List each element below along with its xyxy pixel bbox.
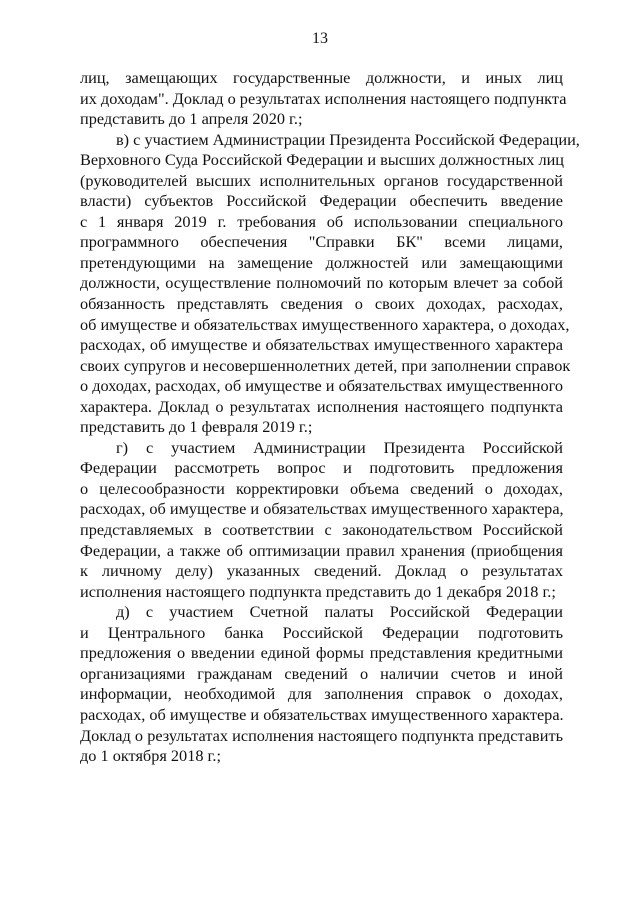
text-line: характера. Доклад о результатах исполнения настоящего подпункта — [80, 396, 563, 416]
text-line: к личному делу) указанных сведений. Доклад о результатах — [80, 561, 563, 581]
text-line: расходах, об имуществе и обязательствах имущественного характера. — [80, 704, 564, 724]
text-line: Федерации рассмотреть вопрос и подготовить предложения — [80, 458, 563, 478]
text-line: г) с участием Администрации Президента Российской — [116, 437, 563, 457]
text-line: должности, осуществление полномочий по которым влечет за собой — [80, 273, 563, 293]
paragraph-item-d — [80, 602, 563, 766]
text-line: претендующими на замещение должностей или замещающими — [80, 252, 563, 272]
text-line: до 1 октября 2018 г.; — [80, 746, 221, 766]
document-body — [80, 68, 580, 767]
text-line: расходах, об имуществе и обязательствах имущественного характера — [80, 335, 563, 355]
text-line: о целесообразности корректировки объема сведений о доходах, — [80, 478, 563, 498]
text-line: об имуществе и обязательствах имущественного характера, о доходах, — [80, 314, 570, 334]
text-line: Доклад о результатах исполнения настоящего подпункта представить — [80, 725, 563, 745]
text-line: обязанность представлять сведения о своих доходах, расходах, — [80, 294, 563, 314]
text-line: представить до 1 февраля 2019 г.; — [80, 417, 313, 437]
text-line: расходах, об имуществе и обязательствах имущественного характера, — [80, 499, 564, 519]
text-line: (руководителей высших исполнительных органов государственной — [80, 170, 563, 190]
text-line: представить до 1 апреля 2020 г.; — [80, 109, 303, 129]
paragraph-item-v — [80, 129, 580, 438]
text-line: с 1 января 2019 г. требования об использовании специального — [80, 211, 563, 231]
text-line: в) с участием Администрации Президента Российской Федерации, — [116, 129, 580, 149]
text-line: предложения о введении единой формы представления кредитными — [80, 643, 563, 663]
text-line: о доходах, расходах, об имуществе и обязательствах имущественного — [80, 376, 563, 396]
text-line: исполнения настоящего подпункта представить до 1 декабря 2018 г.; — [80, 581, 556, 601]
text-line: власти) субъектов Российской Федерации обеспечить введение — [80, 191, 563, 211]
text-line: организациями гражданам сведений о наличии счетов и иной — [80, 663, 563, 683]
text-line: представляемых в соответствии с законодательством Российской — [80, 520, 563, 540]
text-line: д) с участием Счетной палаты Российской Федерации — [116, 602, 563, 622]
text-line: информации, необходимой для заполнения справок о доходах, — [80, 684, 563, 704]
text-line: лиц, замещающих государственные должности, и иных лиц — [80, 68, 563, 87]
paragraph-item-g — [80, 438, 563, 602]
text-line: их доходам". Доклад о результатах исполнения настоящего подпункта — [80, 88, 567, 108]
text-line: своих супругов и несовершеннолетних детей, при заполнении справок — [80, 355, 571, 375]
page-number: 13 — [312, 30, 328, 47]
paragraph-continuation — [80, 68, 567, 130]
text-line: Федерации, а также об оптимизации правил хранения (приобщения — [80, 540, 563, 560]
text-line: программного обеспечения "Справки БК" всеми лицами, — [80, 232, 563, 252]
text-line: Верховного Суда Российской Федерации и высших должностных лиц — [80, 150, 565, 170]
text-line: и Центрального банка Российской Федерации подготовить — [80, 622, 563, 642]
